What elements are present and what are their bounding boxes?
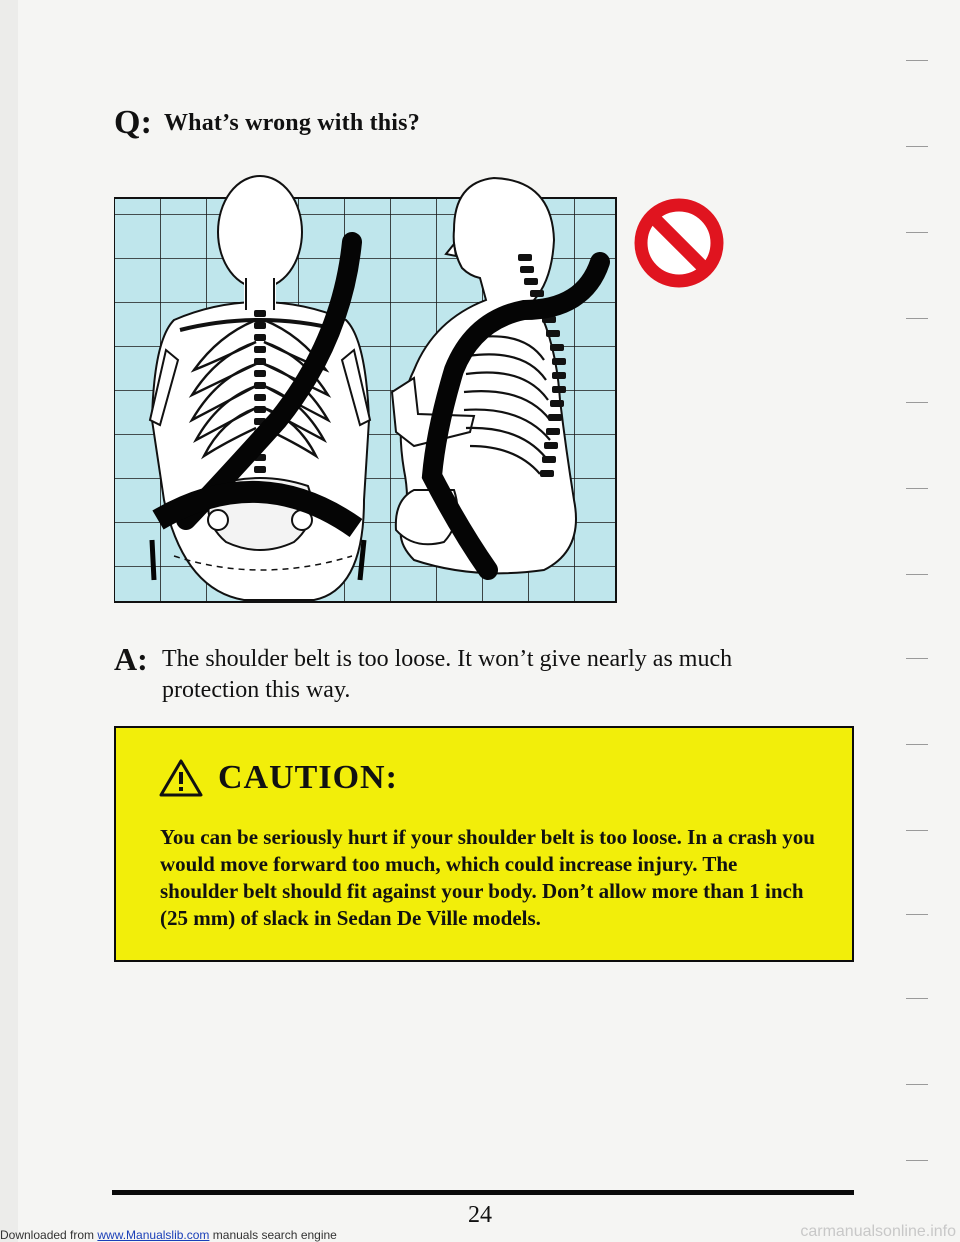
question xyxy=(114,104,420,142)
download-footer xyxy=(0,1228,337,1242)
caution-title: CAUTION: xyxy=(218,759,398,796)
footer-suffix: manuals search engine xyxy=(209,1228,337,1242)
page-number: 24 xyxy=(468,1202,492,1228)
footer-rule xyxy=(112,1190,854,1195)
answer xyxy=(114,641,794,706)
seat-belt-illustration xyxy=(114,170,622,606)
caution-box xyxy=(114,726,854,962)
answer-text: The shoulder belt is too loose. It won’t give nearly as much protection this way. xyxy=(162,646,733,703)
answer-marker: A: xyxy=(114,641,148,677)
scan-margin xyxy=(0,0,18,1242)
warning-triangle-icon xyxy=(158,758,204,798)
page-edge-marks xyxy=(906,50,932,1190)
no-sign-icon xyxy=(632,196,726,290)
question-marker: Q: xyxy=(114,104,153,141)
caution-header xyxy=(158,758,398,798)
caution-text: You can be seriously hurt if your shoulder belt is too loose. In a crash you would move forward too much, which could increase injury. The shoulder belt should fit against your body. Don’t allow more than 1 inch (25 mm) of slack in Sedan De Ville models. xyxy=(160,825,815,930)
footer-prefix: Downloaded from xyxy=(0,1228,98,1242)
watermark: carmanualsonline.info xyxy=(800,1223,956,1240)
manualslib-link[interactable]: www.Manualslib.com xyxy=(97,1228,210,1242)
question-text: What’s wrong with this? xyxy=(163,110,420,136)
